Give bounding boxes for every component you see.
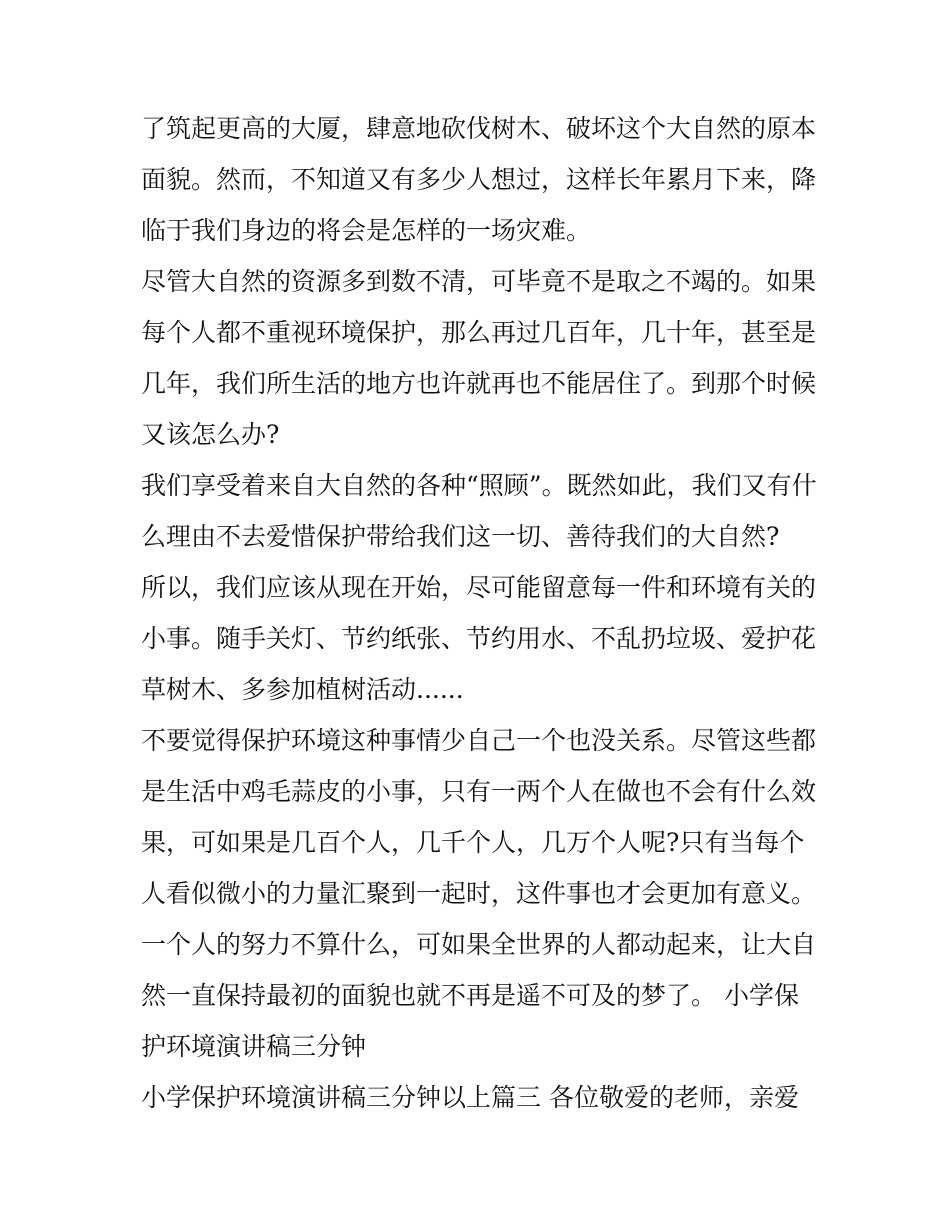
- text-line: 护环境演讲稿三分钟: [141, 1032, 367, 1061]
- text-line: 尽管大自然的资源多到数不清，可毕竟不是取之不竭的。如果: [141, 267, 817, 296]
- text-line: 临于我们身边的将会是怎样的一场灾难。: [141, 216, 592, 245]
- text-line: 我们享受着来自大自然的各种“照顾”。既然如此，我们又有什: [141, 471, 817, 500]
- text-line: 每个人都不重视环境保护，那么再过几百年，几十年，甚至是: [141, 318, 817, 347]
- text-line: 是生活中鸡毛蒜皮的小事，只有一两个人在做也不会有什么效: [141, 777, 817, 806]
- text-line: 一个人的努力不算什么，可如果全世界的人都动起来，让大自: [141, 930, 817, 959]
- text-line: 草树木、多参加植树活动......: [141, 675, 464, 704]
- text-line: 么理由不去爱惜保护带给我们这一切、善待我们的大自然?: [141, 522, 780, 551]
- text-line: 不要觉得保护环境这种事情少自己一个也没关系。尽管这些都: [141, 726, 817, 755]
- text-line: 小事。随手关灯、节约纸张、节约用水、不乱扔垃圾、爱护花: [141, 624, 817, 653]
- text-line: 了筑起更高的大厦，肆意地砍伐树木、破坏这个大自然的原本: [141, 114, 817, 143]
- text-line: 面貌。然而，不知道又有多少人想过，这样长年累月下来，降: [141, 165, 817, 194]
- text-line: 人看似微小的力量汇聚到一起时，这件事也才会更加有意义。: [141, 879, 817, 908]
- text-line: 几年，我们所生活的地方也许就再也不能居住了。到那个时候: [141, 369, 817, 398]
- text-line: 又该怎么办?: [141, 420, 280, 449]
- text-line: 果，可如果是几百个人，几千个人，几万个人呢?只有当每个: [141, 828, 805, 857]
- text-line: 然一直保持最初的面貌也就不再是遥不可及的梦了。 小学保: [141, 981, 799, 1010]
- text-line: 小学保护环境演讲稿三分钟以上篇三 各位敬爱的老师，亲爱: [141, 1083, 799, 1112]
- body-text: [141, 103, 821, 1123]
- text-line: 所以，我们应该从现在开始，尽可能留意每一件和环境有关的: [141, 573, 817, 602]
